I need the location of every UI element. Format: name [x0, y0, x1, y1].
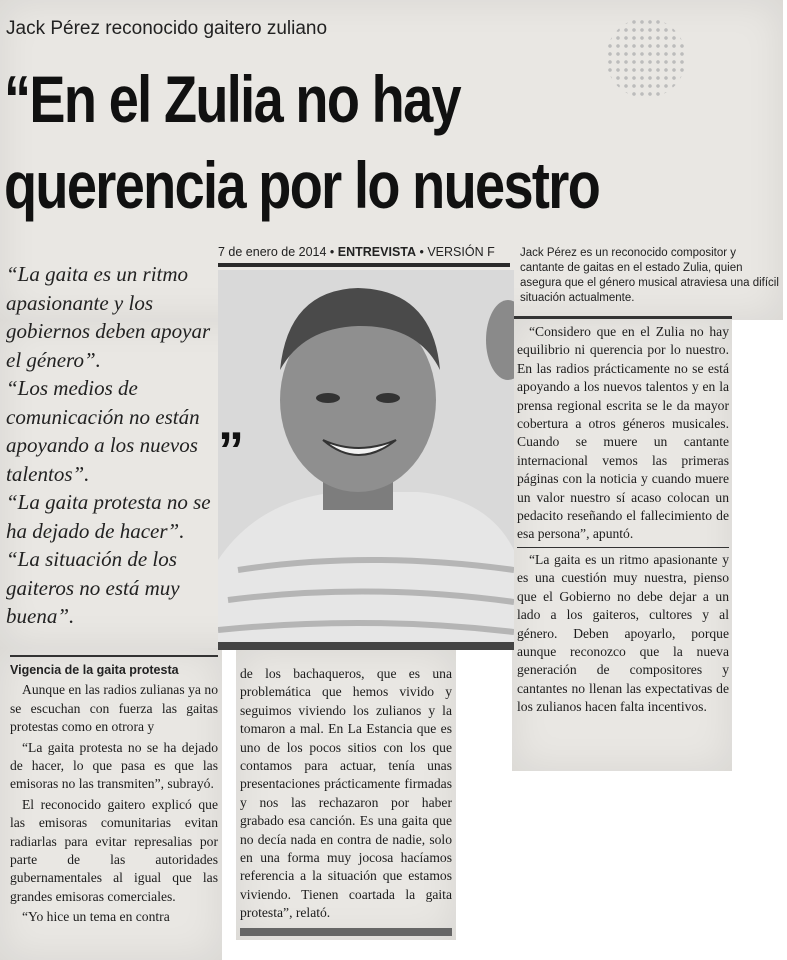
dateline-date: 7 de enero de 2014 • — [218, 245, 335, 259]
col1-paragraph-4: “Yo hice un tema en contra — [22, 909, 170, 925]
col1-top-rule — [10, 655, 218, 657]
article-summary: Jack Pérez es un reconocido compositor y cantante de gaitas en el estado Zulia, quien asegura que el género musical atraviesa una difícil situación actualmente. — [520, 247, 779, 304]
section-subhead: Vigencia de la gaita protesta — [10, 663, 179, 677]
col1-paragraph-2: “La gaita protesta no se ha dejado de hacer, lo que pasa es que las emisoras no las transmiten”, subrayó. — [10, 739, 218, 792]
col2-bottom-rule — [240, 928, 452, 936]
headline-line-1: “En el Zulia no hay — [4, 62, 461, 136]
col1-paragraph-3: El reconocido gaitero explicó que las emisoras comunitarias evitan radiarlas para evitar represalias por parte de las autoridades gubernamentales al igual que las grandes emisoras comerciales. — [10, 796, 218, 904]
article-kicker: Jack Pérez reconocido gaitero zuliano — [6, 18, 328, 39]
summary-rule — [512, 316, 732, 319]
col1-paragraph-1: Aunque en las radios zulianas ya no se escuchan con fuerza las gaitas protestas como en otrora y — [10, 682, 218, 735]
dateline — [218, 241, 510, 267]
body-column-right — [517, 323, 729, 719]
dateline-edition: • VERSIÓN F — [419, 245, 495, 259]
photo-bottom-rule — [218, 642, 514, 650]
portrait-photo — [218, 270, 514, 642]
pull-quote-3: “La gaita protesta no se ha dejado de hacer”. — [6, 490, 211, 543]
col3-paragraph-2: “La gaita es un ritmo apasionante y es una cuestión muy nuestra, pienso que el Gobierno no debe dejar a un lado a los gaiteros, cultores y al género. Deben apoyarlo, porque aunque reconozco que la nueva generación de compositores y cantantes no llenan las expectativas de los zulianos hacen falta incentivos. — [517, 551, 729, 715]
col3-divider — [517, 547, 729, 548]
big-quote-mark: ” — [218, 422, 244, 480]
pull-quote-2: “Los medios de comunicación no están apoyando a los nuevos talentos”. — [6, 376, 200, 486]
pull-quotes — [6, 260, 214, 631]
portrait-illustration — [218, 270, 514, 642]
body-column-middle — [240, 665, 452, 925]
body-column-left — [10, 655, 218, 929]
col2-paragraph-1: de los bachaqueros, que es una problemática que hemos vivido y seguimos viviendo los zulianos y la tomaron a mal. En La Estancia que es uno de los pocos sitios con los que contamos para actuar, tenía unas presentaciones prácticamente firmadas y nos las rechazaron por haber grabado esa canción. Es una gaita que no decía nada en contra de nadie, solo en una forma muy jocosa hacíamos referencia a la situación que estamos viviendo. Tienen coartada la gaita protesta”, relató. — [240, 666, 452, 921]
col3-paragraph-1: “Considero que en el Zulia no hay equilibrio ni querencia por lo nuestro. En las radios prácticamente no se está apoyando a los nuevos talentos y en la prensa regional escrita se le da mayor cobertura a otros géneros musicales. Cuando se muere un cantante internacional vemos las primeras páginas con la noticia y cuando muere un valor nuestro sí acaso colocan un pedacito reseñando el fallecimiento de esa persona”, apuntó. — [517, 324, 729, 542]
headline-line-2: querencia por lo nuestro — [4, 148, 600, 222]
pull-quote-1: “La gaita es un ritmo apasionante y los gobiernos deben apoyar el género”. — [6, 262, 211, 372]
dateline-section: ENTREVISTA — [337, 245, 417, 259]
pull-quote-4: “La situación de los gaiteros no está muy buena”. — [6, 547, 180, 628]
